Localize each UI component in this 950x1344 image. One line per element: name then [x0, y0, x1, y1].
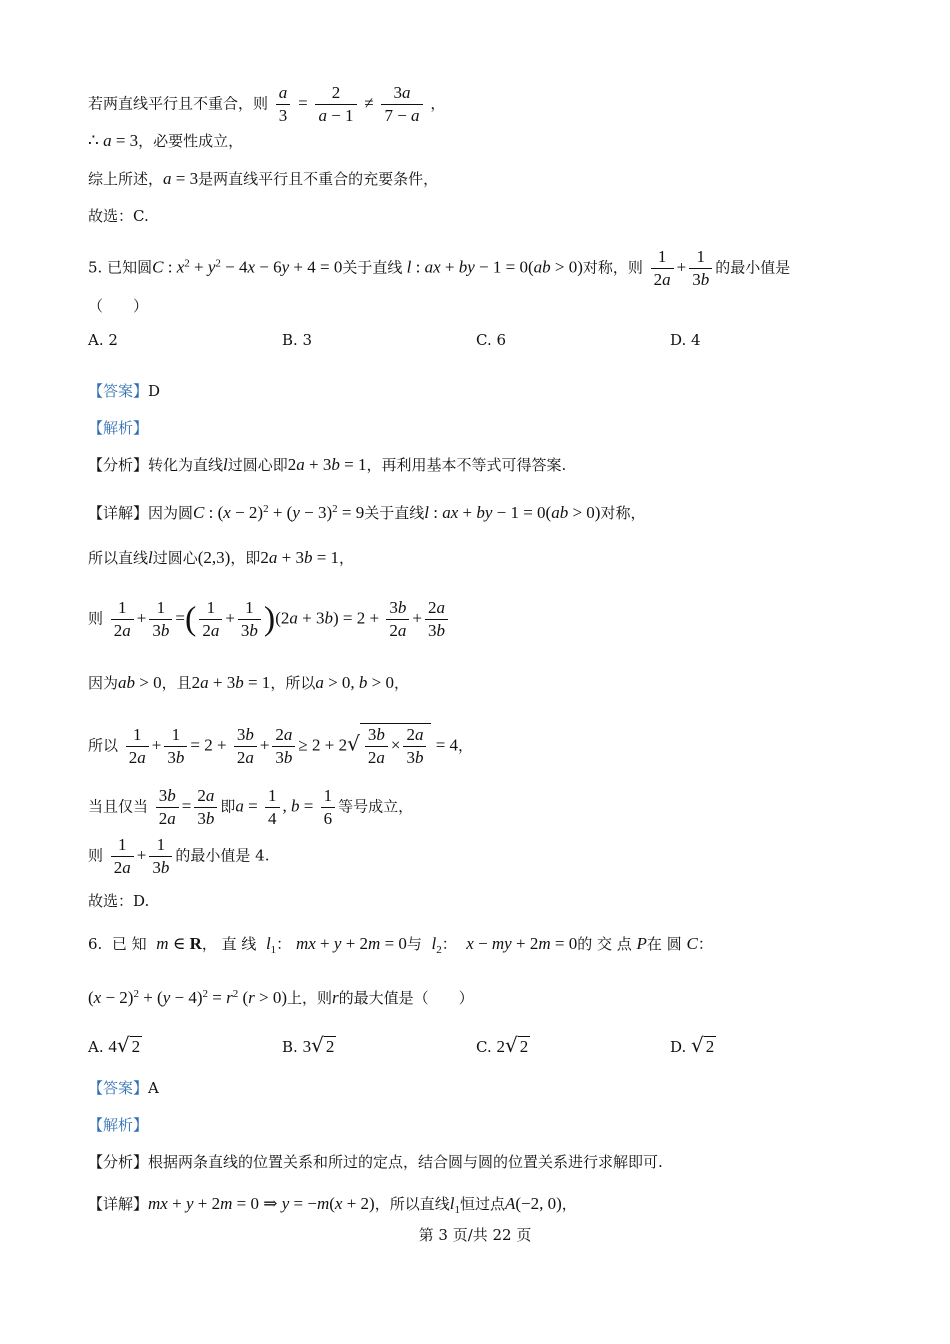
page-footer: 第 3 页/共 22 页: [418, 1226, 532, 1244]
q5-answer: 【答案】D: [88, 382, 161, 400]
q5-option-d: D. 4: [670, 331, 701, 349]
q6-xiangjie: 【详解】mx + y + 2m = 0 ⇒ y = −m(x + 2)，所以直线$l_1$恒过点A(−2, 0)，: [88, 1194, 577, 1216]
q5-xiangjie: 【详解】因为圆C : $(x - 2)^2 + (y - 3)^2 = 9$关于直线l : ax + by − 1 = 0(ab > 0)对称，: [88, 503, 646, 522]
q6-option-d: D. √ 2: [670, 1033, 715, 1057]
q6-stem-line1: 6. 已 知 m ∈ R， 直 线 $l_1$： mx + y + 2m = 0与 $l_2$： x − my + 2m = 0的 交 点 P在 圆 C：: [88, 934, 713, 956]
q5-paren: （ ）: [88, 297, 149, 315]
q5-analysis-tag: 【解析】: [88, 419, 149, 437]
q6-option-c: C. 2√ 2: [476, 1033, 529, 1057]
q6-option-a: A. 4√ 2: [88, 1033, 141, 1057]
condition-line: 若两直线平行且不重合，则 $\frac{a}{3}$ = $\frac{2}{a - 1}$ ≠ $\frac{3a}{7 - a}$ ，: [88, 83, 446, 125]
q6-option-b: B. 3√ 2: [282, 1033, 335, 1057]
q6-fenxi: 【分析】根据两条直线的位置关系和所过的定点，结合圆与圆的位置关系进行求解即可.: [88, 1153, 663, 1171]
q5-option-b: B. 3: [282, 331, 313, 349]
q5-step4: 所以 $\frac{1}{2a}$ + $\frac{1}{3b}$ = 2 + $\frac{3b}{2a}$ + $\frac{2a}{3b}$ ≥ 2 + 2√ $\frac{3b}{2a}$ × $\frac{2a}{3b}$ = 4，: [88, 725, 474, 767]
q6-answer: 【答案】A: [88, 1079, 159, 1097]
q6-stem-line2: $(x - 2)^2 + (y - 4)^2 = r^2$ (r > 0)上，则r的最大值是（ ）: [88, 988, 474, 1007]
q5-step2: 则 $\frac{1}{2a}$ + $\frac{1}{3b}$ =( $\frac{1}{2a}$ + $\frac{1}{3b}$ )(2a + 3b) = 2 + $\frac{3b}{2a}$ + $\frac{2a}{3b}$: [88, 597, 451, 642]
q5-step5: 当且仅当 $\frac{3b}{2a}$ = $\frac{2a}{3b}$ 即a = $\frac{1}{4}$ , b = $\frac{1}{6}$ 等号成立，: [88, 786, 414, 828]
q5-option-a: A. 2: [88, 331, 118, 349]
choose-c: 故选：C.: [88, 207, 149, 225]
q5-step1: 所以直线l过圆心(2,3)，即2a + 3b = 1，: [88, 548, 355, 567]
q6-analysis-tag: 【解析】: [88, 1116, 149, 1134]
q5-fenxi: 【分析】转化为直线l过圆心即2a + 3b = 1，再利用基本不等式可得答案.: [88, 455, 567, 474]
q5-stem: 5. 已知圆C : $x^2 + y^2 - 4x - 6y + 4 = 0$关于直线 l : ax + by − 1 = 0(ab > 0)对称，则 $\frac{1}{2a}$ + $\frac{1}{3b}$ 的最小值是: [88, 247, 791, 289]
q5-step3: 因为ab > 0，且2a + 3b = 1，所以a > 0, b > 0，: [88, 673, 410, 692]
summary-line: 综上所述，a = 3是两直线平行且不重合的充要条件，: [88, 169, 439, 188]
q5-choose: 故选：D.: [88, 892, 150, 910]
q5-option-c: C. 6: [476, 331, 507, 349]
q5-step6: 则 $\frac{1}{2a}$ + $\frac{1}{3b}$ 的最小值是 4.: [88, 835, 270, 877]
therefore-line: ∴ a = 3，必要性成立，: [88, 131, 244, 150]
